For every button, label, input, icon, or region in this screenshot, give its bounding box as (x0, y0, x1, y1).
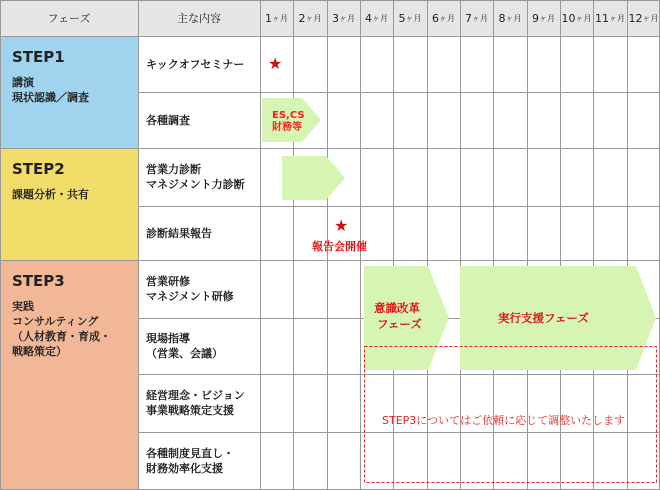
month-number: 1 (265, 11, 272, 25)
month-suffix: ヶ月 (405, 13, 422, 23)
row-kickoff: キックオフセミナー (146, 57, 245, 71)
phase-step1-title: STEP1 (12, 48, 65, 66)
row-training: 営業研修 マネジメント研修 (146, 275, 234, 303)
month-number: 6 (432, 11, 439, 25)
month-number: 12 (628, 11, 643, 25)
month-number: 4 (365, 11, 372, 25)
month-number: 9 (532, 11, 539, 25)
month-suffix: ヶ月 (472, 13, 488, 23)
kickoff-star-icon: ★ (268, 54, 283, 73)
row-survey: 各種調査 (146, 113, 190, 127)
month-number: 7 (465, 11, 472, 25)
report-label: 報告会開催 (312, 240, 367, 253)
phase-step3-desc: 実践 コンサルティング （人材教育・育成・ 戦略策定） (12, 300, 111, 358)
month-suffix: ヶ月 (642, 13, 659, 23)
arrow-diagnosis (282, 156, 345, 200)
execution-arrow-label: 実行支援フェーズ (498, 311, 589, 325)
month-suffix: ヶ月 (439, 13, 455, 23)
month-number: 8 (498, 11, 506, 25)
row-philosophy: 経営理念・ビジョン 事業戦略策定支援 (146, 389, 245, 417)
row-diagnosis: 営業力診断 マネジメント力診断 (146, 163, 245, 191)
month-suffix: ヶ月 (575, 13, 592, 23)
month-suffix: ヶ月 (372, 13, 388, 23)
header-phase: フェーズ (0, 0, 138, 36)
month-suffix: ヶ月 (339, 13, 355, 23)
awareness-arrow-line1: 意識改革 (374, 301, 420, 315)
row-field-guidance: 現場指導 （営業、会議） (146, 332, 223, 360)
month-suffix: ヶ月 (272, 13, 288, 23)
report-star-icon: ★ (334, 216, 349, 235)
awareness-arrow-line2: フェーズ (377, 317, 422, 331)
month-number: 5 (398, 11, 406, 25)
month-suffix: ヶ月 (609, 13, 625, 23)
phase-step1-desc: 講演 現状認識／調査 (12, 76, 89, 104)
month-number: 2 (298, 11, 306, 25)
phase-step3-title: STEP3 (12, 272, 65, 290)
row-systems: 各種制度見直し・ 財務効率化支援 (146, 447, 234, 475)
phase-step2-desc: 課題分析・共有 (12, 188, 89, 201)
month-suffix: ヶ月 (505, 13, 522, 23)
phase-step2-title: STEP2 (12, 160, 65, 178)
month-number: 3 (332, 11, 339, 25)
month-number: 10 (561, 11, 576, 25)
month-suffix: ヶ月 (539, 13, 555, 23)
header-content: 主な内容 (138, 0, 260, 36)
month-number: 11 (595, 11, 609, 25)
row-report: 診断結果報告 (146, 226, 212, 240)
survey-arrow-line2: 財務等 (272, 122, 302, 133)
month-suffix: ヶ月 (305, 13, 322, 23)
step3-note: STEP3についてはご依頼に応じて調整いたします (382, 414, 626, 427)
survey-arrow-line1: ES,CS (272, 110, 305, 121)
